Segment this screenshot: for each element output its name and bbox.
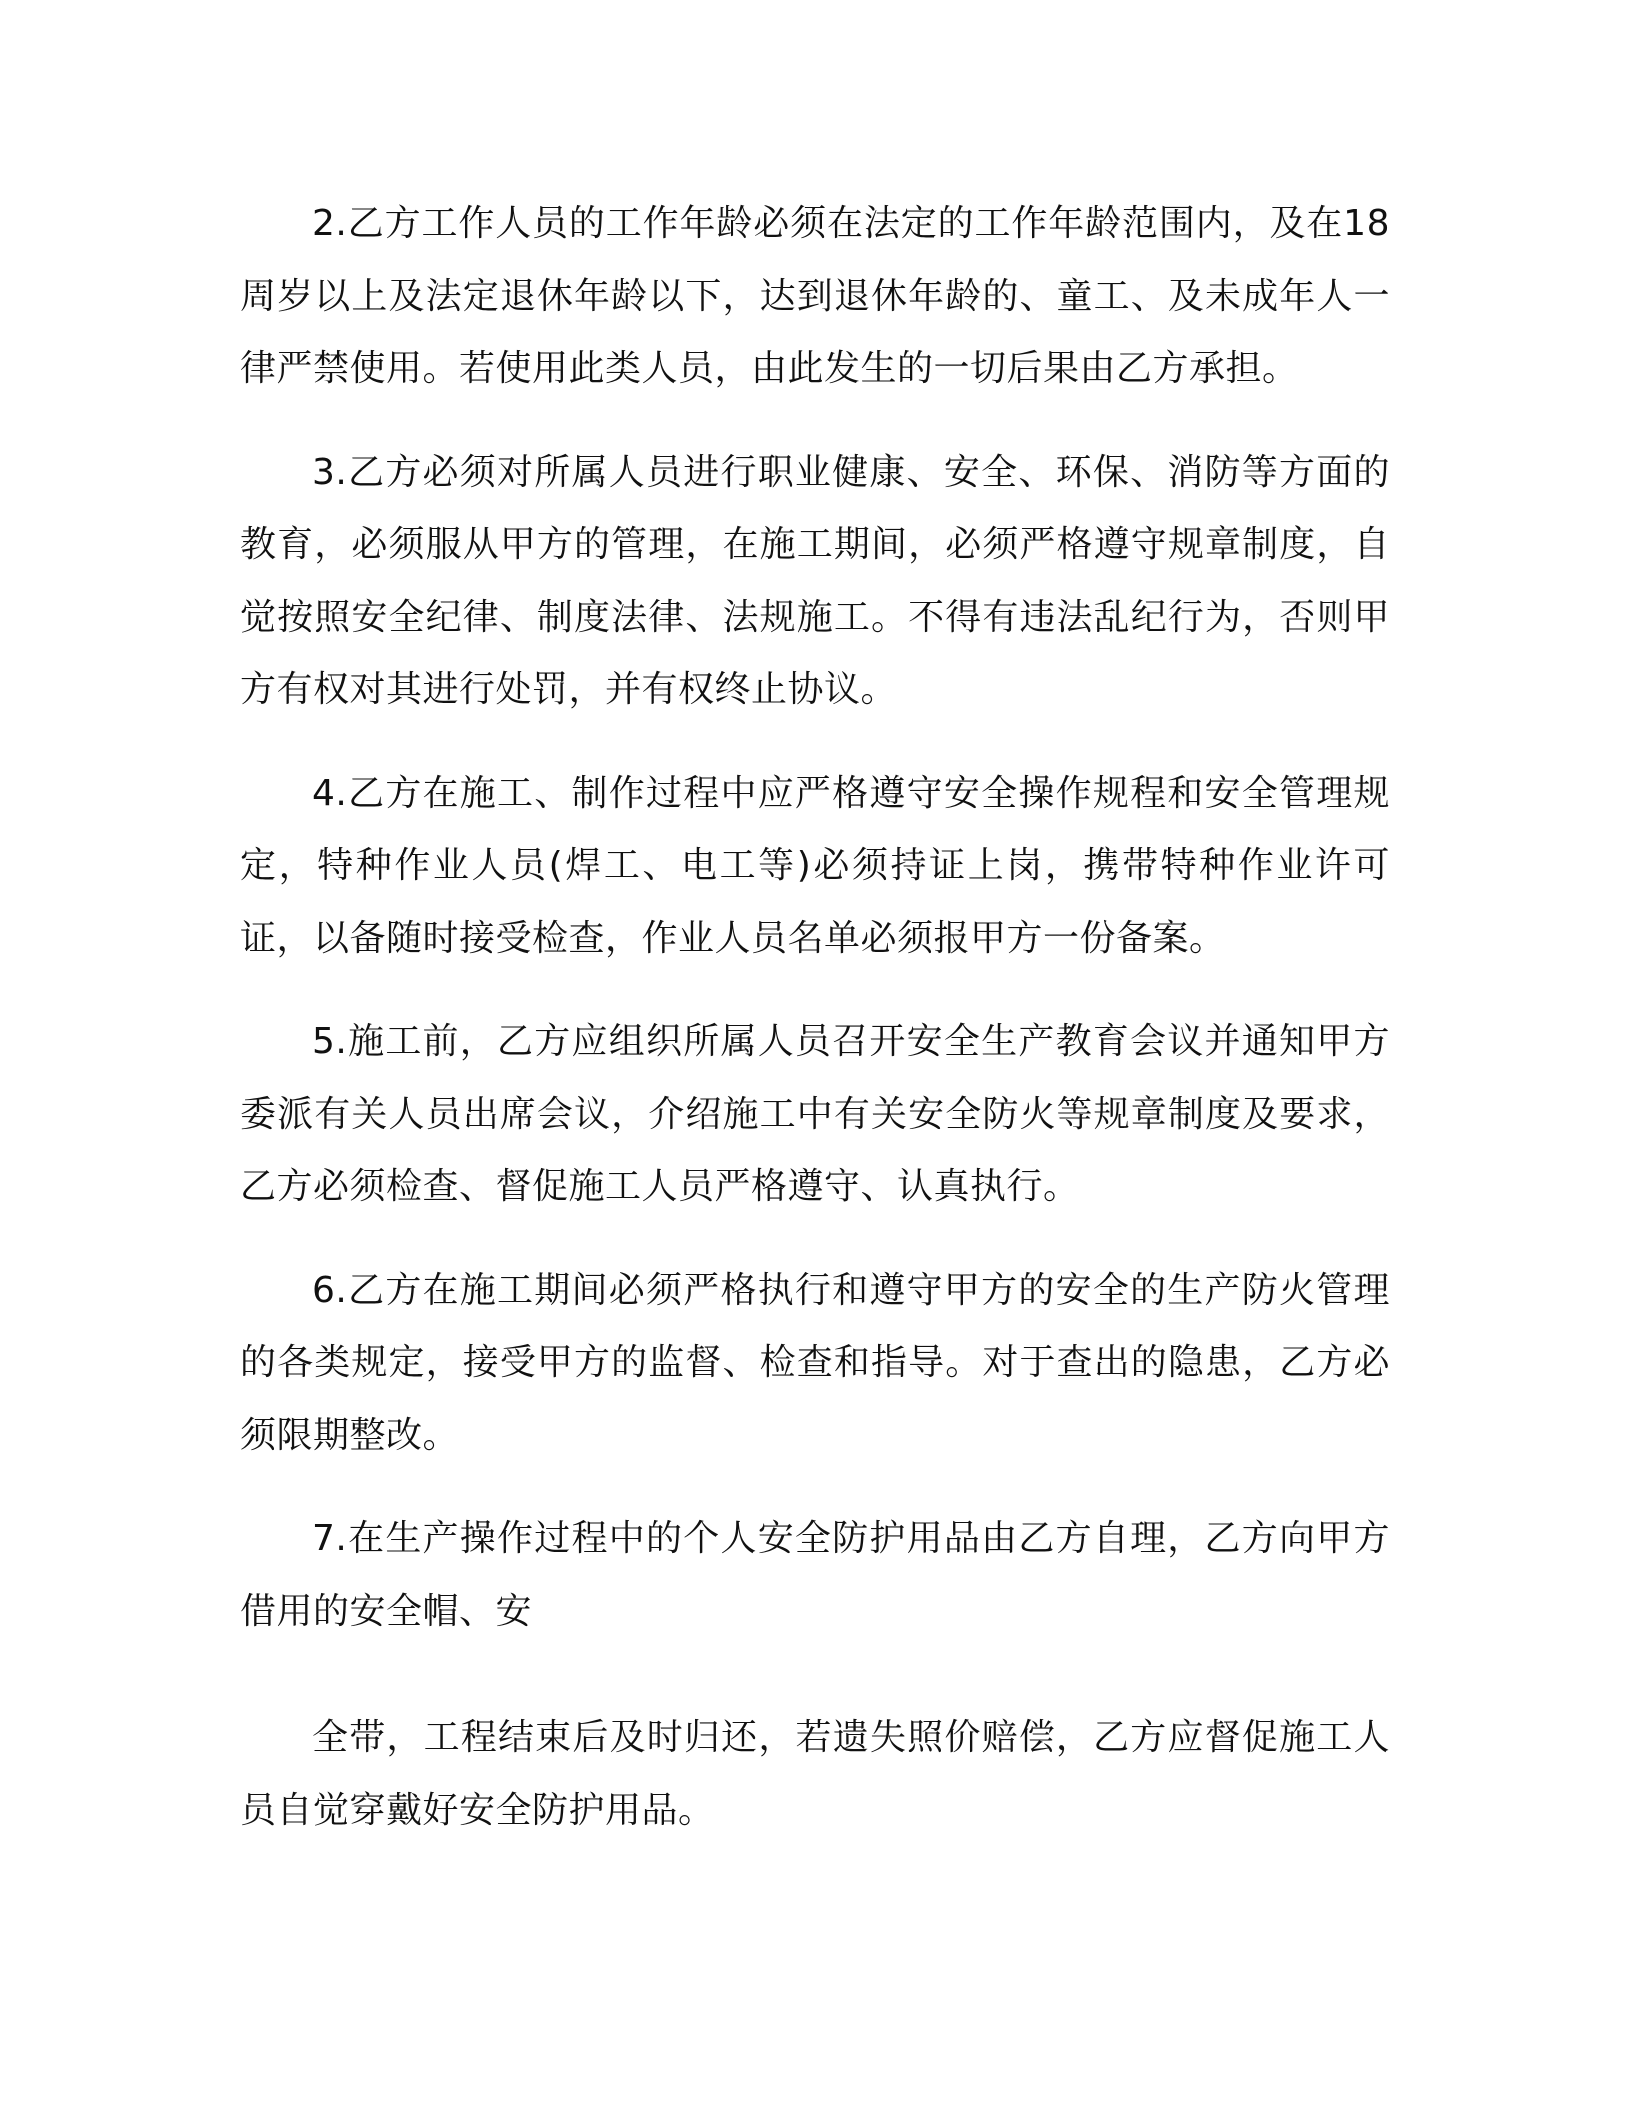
paragraph-item-5: 5.施工前，乙方应组织所属人员召开安全生产教育会议并通知甲方委派有关人员出席会议，介绍施工中有关安全防火等规章制度及要求，乙方必须检查、督促施工人员严格遵守、认真执行。 xyxy=(240,1021,1390,1207)
paragraph-item-6: 6.乙方在施工期间必须严格执行和遵守甲方的安全的生产防火管理的各类规定，接受甲方的监督、检查和指导。对于查出的隐患，乙方必须限期整改。 xyxy=(240,1269,1390,1456)
paragraph-item-4: 4.乙方在施工、制作过程中应严格遵守安全操作规程和安全管理规定，特种作业人员(焊工、电工等)必须持证上岗，携带特种作业许可证，以备随时接受检查，作业人员名单必须报甲方一份备案。 xyxy=(240,772,1390,959)
paragraph-item-2: 2.乙方工作人员的工作年龄必须在法定的工作年龄范围内，及在18周岁以上及法定退休年龄以下，达到退休年龄的、童工、及未成年人一律严禁使用。若使用此类人员，由此发生的一切后果由乙方承担。 xyxy=(240,203,1390,389)
paragraph-item-7: 7.在生产操作过程中的个人安全防护用品由乙方自理，乙方向甲方借用的安全帽、安 xyxy=(240,1518,1390,1632)
document-page xyxy=(240,188,1390,1878)
paragraph-item-3: 3.乙方必须对所属人员进行职业健康、安全、环保、消防等方面的教育，必须服从甲方的管理，在施工期间，必须严格遵守规章制度，自觉按照安全纪律、制度法律、法规施工。不得有违法乱纪行为，否则甲方有权对其进行处罚，并有权终止协议。 xyxy=(240,451,1390,710)
paragraph-item-7-continued: 全带，工程结束后及时归还，若遗失照价赔偿，乙方应督促施工人员自觉穿戴好安全防护用品。 xyxy=(240,1717,1390,1831)
